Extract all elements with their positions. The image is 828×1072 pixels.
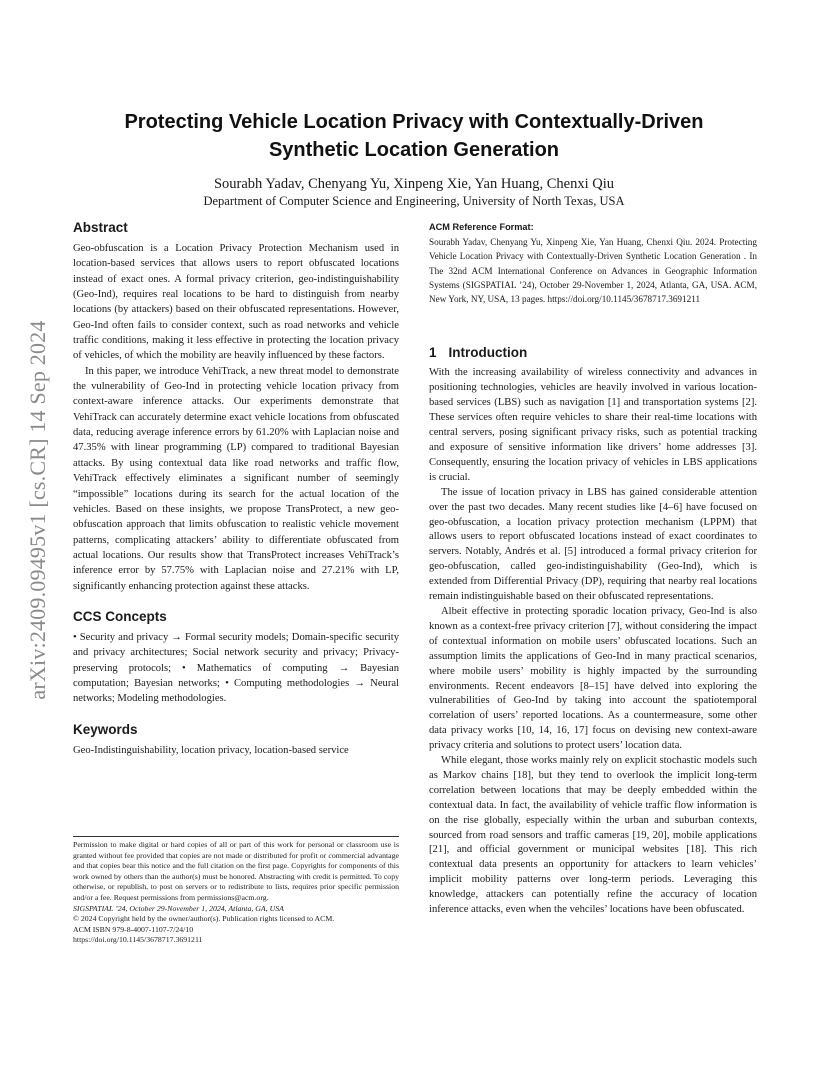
copyright-line: © 2024 Copyright held by the owner/author(s). Publication rights licensed to ACM.	[73, 914, 335, 924]
acm-reference-heading: ACM Reference Format:	[429, 222, 534, 232]
section-title: Introduction	[448, 345, 528, 361]
acm-reference-text: Sourabh Yadav, Chenyang Yu, Xinpeng Xie, Yan Huang, Chenxi Qiu. 2024. Protecting Vehicle Location Privacy with Contextually-Driven Synthetic Location Generation . In The 32nd ACM International Conference on Advances in Geographic Information Systems (SIGSPATIAL ’24), October 29-November 1, 2024, Atlanta, GA, USA. ACM, New York, NY, USA, 13 pages. https://doi.org/10.1145/3678717.3691211	[429, 237, 757, 305]
intro-paragraph-4: While elegant, those works mainly rely on explicit stochastic models such as Markov chains [18], but they tend to overlook the implicit long-term correlation between locations that may be deeply embedded within the contextual data. In fact, the availability of vehicle traffic flow information is on the rise globally, especially within the urban and suburban contexts, sourced from road sensors and traffic cameras [19, 20], mobile applications [21], and official government or municipal websites [18]. This rich contextual data presents an opportunity for attackers to learn vehicles’ implicit mobility patterns over long-term periods. Leveraging this knowledge, attackers can potentially refine the accuracy of location inference attacks, even when the vehciles’ locations have been obfuscated.	[429, 755, 757, 916]
section-number: 1	[429, 345, 437, 361]
keywords-heading: Keywords	[73, 721, 138, 737]
permission-notice: Permission to make digital or hard copies of all or part of this work for personal or classroom use is granted without fee provided that copies are not made or distributed for profit or commercial advantage and that copies bear this notice and the full citation on the first page. Copyrights for components of this work owned by others than the author(s) must be honored. Abstracting with credit is permitted. To copy otherwise, or republish, to post on servers or to redistribute to lists, requires prior specific permission and/or a fee. Request permissions from permissions@acm.org.	[73, 840, 399, 902]
abstract-paragraph-2: In this paper, we introduce VehiTrack, a new threat model to demonstrate the vulnerability of Geo-Ind in protecting vehicle location privacy from context-aware inference attacks. Our experiments demonstrate that VehiTrack can accurately determine exact vehicle locations from obfuscated data, reducing average inference errors by 61.20% with Laplacian noise and 47.35% with linear programming (LP) compared to traditional Bayesian attacks. By using contextual data like road networks and traffic flow, VehiTrack effectively eliminates a significant number of seemingly “impossible” locations during its search for the actual location of the vehicles. Based on these insights, we propose TransProtect, a new geo-obfuscation approach that limits obfuscation to realistic vehicle movement patterns, complicating attackers’ ability to differentiate obfuscated from actual locations. Our results show that TransProtect increases VehiTrack’s inference error by 57.75% with Laplacian noise and 27.21% with LP, significantly enhancing protection against these attacks.	[73, 365, 399, 592]
arxiv-sidebar-stamp	[18, 290, 58, 730]
affiliation: Department of Computer Science and Engineering, University of North Texas, USA	[203, 194, 625, 208]
title-line-1: Protecting Vehicle Location Privacy with Contextually-Driven	[124, 111, 704, 133]
copyright-footnote	[73, 836, 399, 946]
intro-paragraph-2: The issue of location privacy in LBS has gained considerable attention over the past two decades. Many recent studies like [4–6] have focused on geo-obfuscation, a location privacy protection mechanism (LPPM) that allows users to report obfuscated locations instead of exact coordinates to servers. Notably, Andrés et al. [5] introduced a formal privacy criterion for geo-obfuscation, called geo-indistinguishability (Geo-Ind), which is extended from Differential Privacy (DP), requiring that nearby real locations remain indistinguishable based on their obfuscated representations.	[429, 486, 757, 603]
paper-title	[80, 108, 748, 164]
introduction-heading	[429, 344, 757, 362]
keywords-text: Geo-Indistinguishability, location privacy, location-based service	[73, 744, 349, 756]
right-column	[429, 221, 757, 918]
abstract-heading: Abstract	[73, 220, 128, 235]
isbn-line: ACM ISBN 979-8-4007-1107-7/24/10	[73, 924, 194, 934]
arxiv-id: arXiv:2409.09495v1 [cs.CR] 14 Sep 2024	[25, 320, 50, 700]
ccs-text: • Security and privacy → Formal security models; Domain-specific security and privacy architectures; Social network security and privacy; Privacy-preserving protocols; • Mathematics of computing → Bayesian computation; Bayesian networks; • Computing methodologies → Neural networks; Modeling methodologies.	[73, 631, 399, 705]
intro-paragraph-3: Albeit effective in protecting sporadic location privacy, Geo-Ind is also known as a context-free privacy criterion [7], without considering the impact of contextual information on mobile users’ obfuscated locations. Such an assumption limits the applications of Geo-Ind in many practical scenarios, where mobile users’ mobility is highly impacted by the surrounding environments. Recent endeavors [8–15] have delved into exploring the vulnerabilities of Geo-Ind by taking into account the spatiotemporal correlation of users’ reported locations. As a countermeasure, some other data privacy works [10, 14, 16, 17] focus on devising new context-aware privacy criteria and solutions to protect users’ location data.	[429, 605, 757, 752]
left-column	[73, 219, 399, 758]
conference-line: SIGSPATIAL ’24, October 29-November 1, 2024, Atlanta, GA, USA	[73, 903, 284, 913]
abstract-paragraph-1: Geo-obfuscation is a Location Privacy Protection Mechanism used in location-based services that allows users to report obfuscated locations instead of exact ones. A formal privacy criterion, geo-indistinguishability (Geo-Ind), requires real locations to be hard to distinguish from nearby locations (by attackers) based on their obfuscated representations. However, Geo-Ind often fails to consider context, such as road networks and vehicle traffic conditions, making it less effective in protecting the location privacy of vehicles, of which the mobility are heavily influenced by these factors.	[73, 243, 399, 362]
intro-paragraph-1: With the increasing availability of wireless connectivity and advances in positioning technologies, vehicles are heavily involved in various location-based services (LBS) such as navigation [1] and transportation systems [2]. These services often require vehicles to share their real-time locations with central servers, posing significant privacy risks, such as potential tracking and exposure of sensitive information like drivers’ home addresses [3]. Consequently, ensuring the location privacy of vehicles in LBS applications is crucial.	[429, 367, 757, 483]
author-list: Sourabh Yadav, Chenyang Yu, Xinpeng Xie, Yan Huang, Chenxi Qiu	[213, 176, 615, 192]
title-line-2: Synthetic Location Generation	[268, 139, 560, 161]
doi-link[interactable]: https://doi.org/10.1145/3678717.3691211	[73, 935, 203, 945]
ccs-heading: CCS Concepts	[73, 608, 167, 624]
